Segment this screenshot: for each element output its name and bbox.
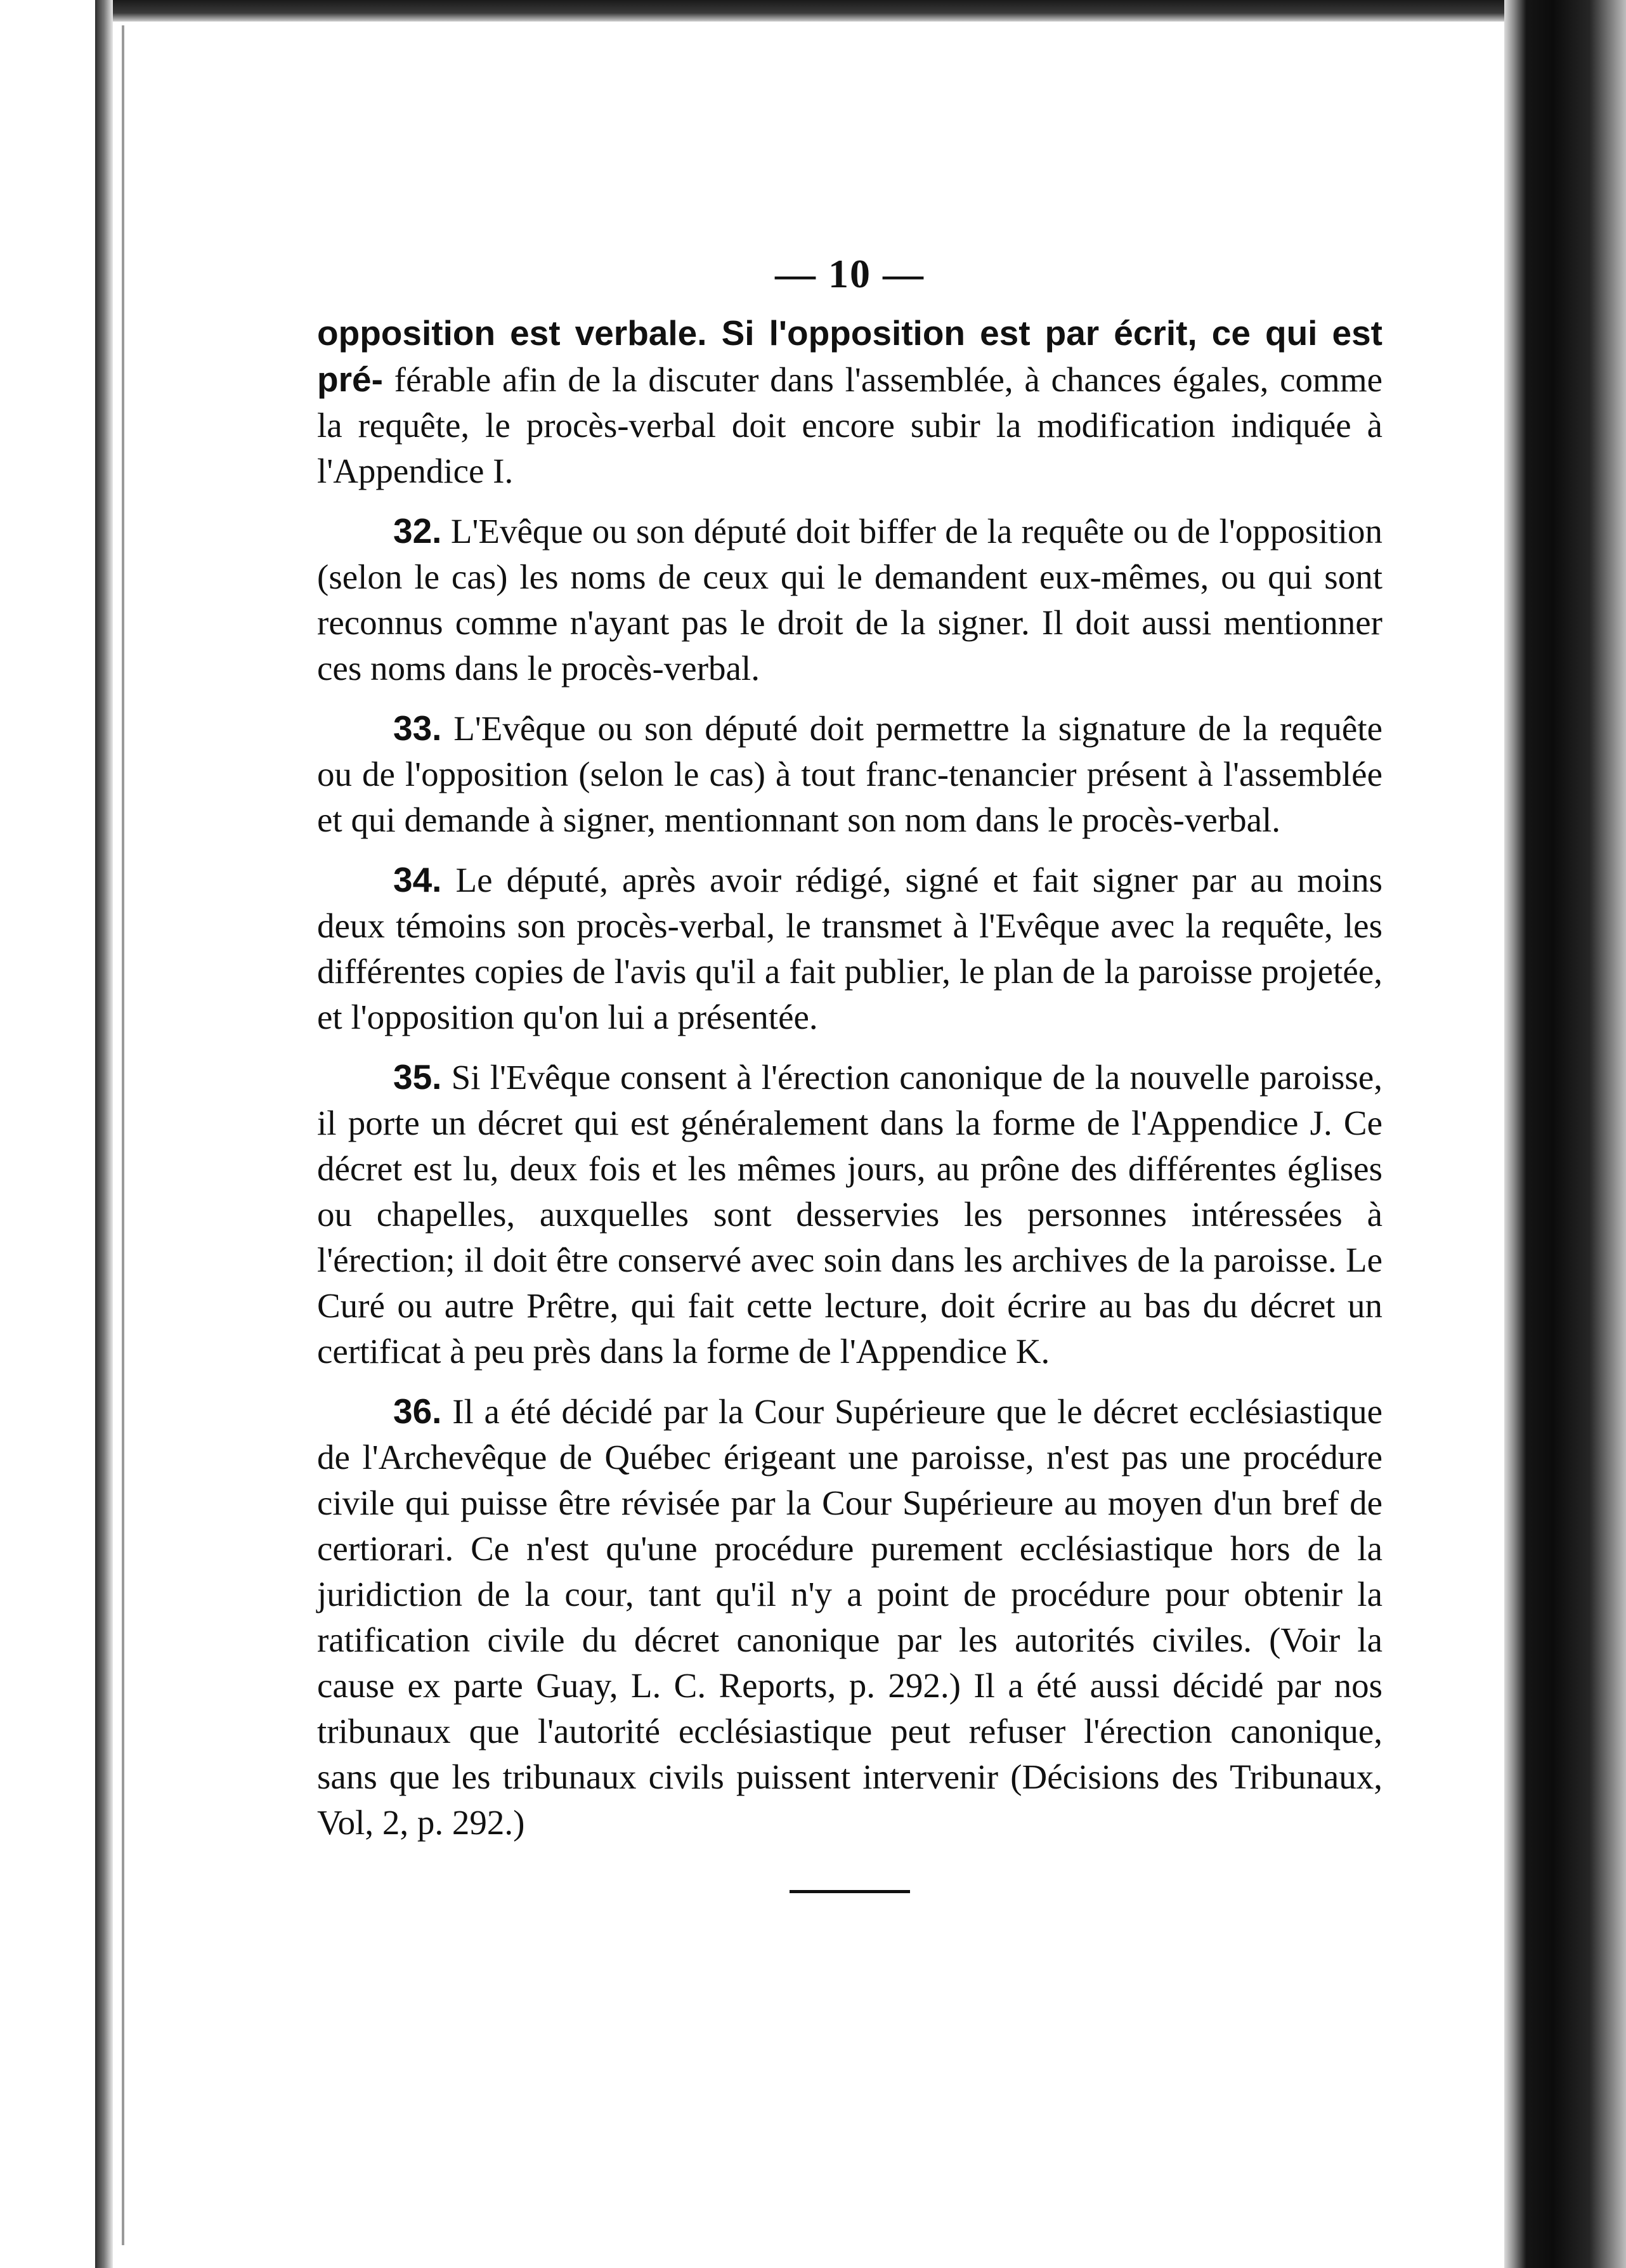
paragraph-number: 33. bbox=[393, 708, 442, 748]
page-number-header: — 10 — bbox=[775, 251, 925, 296]
scan-edge-top bbox=[95, 0, 1623, 22]
page-gutter-line bbox=[122, 25, 124, 2245]
paragraph-continuation bbox=[317, 310, 1382, 494]
end-rule bbox=[790, 1890, 910, 1893]
paragraph-32 bbox=[317, 508, 1382, 691]
paragraph-34 bbox=[317, 857, 1382, 1040]
paragraph-number: 35. bbox=[393, 1057, 442, 1097]
book-page bbox=[317, 251, 1382, 1893]
scan-edge-right bbox=[1504, 0, 1626, 2268]
paragraph-35 bbox=[317, 1054, 1382, 1374]
bold-lead-text: opposition est verbale. Si l'opposition est par écrit, ce qui est pré- bbox=[317, 313, 1382, 399]
paragraph-text: L'Evêque ou son député doit permettre la signature de la requête ou de l'opposition (selon le cas) à tout franc-tenancier présent à l'assemblée et qui demande à signer, mentionnant son nom dans le procès-verbal. bbox=[317, 709, 1383, 839]
paragraph-36 bbox=[317, 1388, 1382, 1846]
paragraph-text: férable afin de la discuter dans l'assemblée, à chances égales, comme la requête, le procès-verbal doit encore subir la modification indiquée à l'Appendice I. bbox=[317, 360, 1383, 490]
paragraph-text: Si l'Evêque consent à l'érection canonique de la nouvelle paroisse, il porte un décret qui est généralement dans la forme de l'Appendice J. Ce décret est lu, deux fois et les mêmes jours, au prône des différentes églises ou chapelles, auxquelles sont desservies les personnes intéressées à l'érection; il doit être conservé avec soin dans les archives de la paroisse. Le Curé ou autre Prêtre, qui fait cette lecture, doit écrire au bas du décret un certificat à peu près dans la forme de l'Appendice K. bbox=[317, 1058, 1382, 1371]
paragraph-text: L'Evêque ou son député doit biffer de la requête ou de l'opposition (selon le cas) les noms de ceux qui le demandent eux-mêmes, ou qui sont reconnus comme n'ayant pas le droit de la signer. Il doit aussi mentionner ces noms dans le procès-verbal. bbox=[317, 512, 1382, 688]
paragraph-number: 36. bbox=[393, 1391, 442, 1431]
paragraph-33 bbox=[317, 705, 1382, 843]
paragraph-text: Il a été décidé par la Cour Supérieure que le décret ecclésiastique de l'Archevêque de Québec érigeant une paroisse, n'est pas une procédure civile qui puisse être révisée par la Cour Supérieure au moyen d'un bref de certiorari. Ce n'est qu'une procédure purement ecclésiastique hors de la juridiction de la cour, tant qu'il n'y a point de procédure pour obtenir la ratification civile du décret canonique par les autorités civiles. (Voir la cause ex parte Guay, L. C. Reports, p. 292.) Il a été aussi décidé par nos tribunaux que l'autorité ecclésiastique peut refuser l'érection canonique, sans que les tribunaux civils puissent intervenir (Décisions des Tribunaux, Vol, 2, p. 292.) bbox=[317, 1392, 1382, 1842]
paragraph-number: 34. bbox=[393, 860, 442, 899]
paragraph-text: Le député, après avoir rédigé, signé et fait signer par au moins deux témoins son procès-verbal, le transmet à l'Evêque avec la requête, les différentes copies de l'avis qu'il a fait publier, le plan de la paroisse projetée, et l'opposition qu'on lui a présentée. bbox=[317, 861, 1382, 1036]
paragraph-number: 32. bbox=[393, 511, 442, 551]
scan-edge-left bbox=[95, 0, 113, 2268]
